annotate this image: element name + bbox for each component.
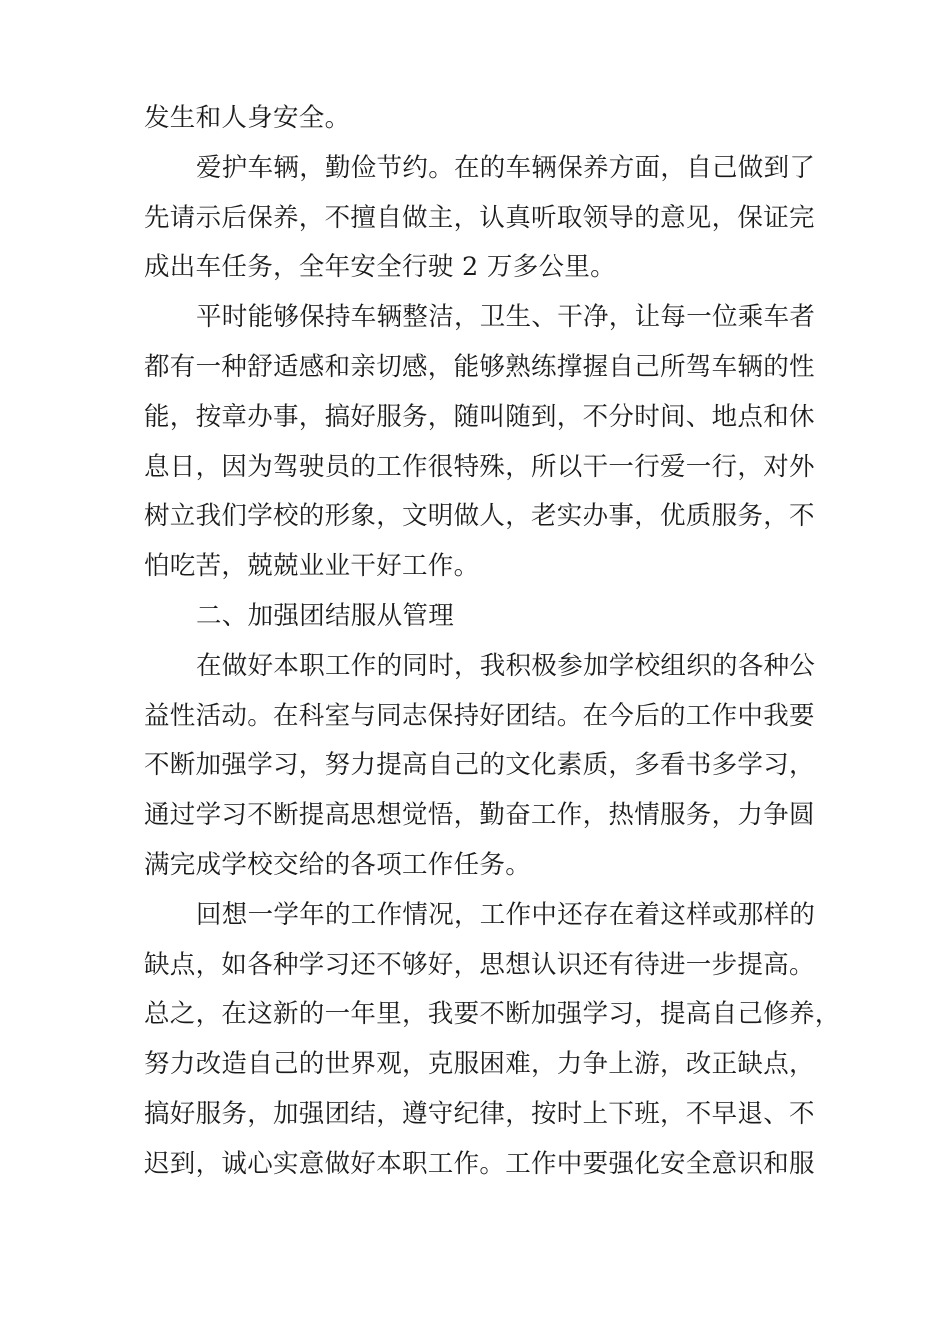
text-line: 成出车任务，全年安全行驶 2 万多公里。 xyxy=(144,252,616,283)
section-heading xyxy=(144,592,809,642)
text-line: 总之，在这新的一年里，我要不断加强学习，提高自己修养， xyxy=(144,999,841,1030)
text-line: 在做好本职工作的同时，我积极参加学校组织的各种公 xyxy=(196,650,816,681)
text-line: 先请示后保养，不擅自做主，认真听取领导的意见，保证完 xyxy=(144,202,815,233)
paragraph-3 xyxy=(144,293,816,592)
text-line: 二、加强团结服从管理 xyxy=(196,600,455,631)
text-line: 树立我们学校的形象，文明做人，老实办事，优质服务，不 xyxy=(144,501,815,532)
document-body xyxy=(144,94,841,1190)
text-line: 不断加强学习，努力提高自己的文化素质，多看书多学习， xyxy=(144,750,815,781)
paragraph-5 xyxy=(144,642,816,891)
text-line: 回想一学年的工作情况，工作中还存在着这样或那样的 xyxy=(196,899,816,930)
text-line: 息日，因为驾驶员的工作很特殊，所以干一行爱一行，对外 xyxy=(144,451,815,482)
text-line: 怕吃苦，兢兢业业干好工作。 xyxy=(144,551,480,582)
text-line: 平时能够保持车辆整洁，卫生、干净，让每一位乘车者 xyxy=(196,302,816,333)
text-line: 发生和人身安全。 xyxy=(144,103,351,133)
text-line: 努力改造自己的世界观，克服困难，力争上游，改正缺点， xyxy=(144,1049,815,1080)
text-line: 都有一种舒适感和亲切感，能够熟练撑握自己所驾车辆的性 xyxy=(144,351,815,382)
text-line: 缺点，如各种学习还不够好，思想认识还有待进一步提高。 xyxy=(144,949,815,980)
text-line: 满完成学校交给的各项工作任务。 xyxy=(144,849,532,880)
text-line: 能，按章办事，搞好服务，随叫随到，不分时间、地点和休 xyxy=(144,401,815,432)
text-line: 迟到，诚心实意做好本职工作。工作中要强化安全意识和服 xyxy=(144,1148,815,1179)
paragraph-2 xyxy=(144,144,816,293)
text-line: 益性活动。在科室与同志保持好团结。在今后的工作中我要 xyxy=(144,700,815,731)
paragraph-6 xyxy=(144,891,841,1190)
text-line: 爱护车辆，勤俭节约。在的车辆保养方面，自己做到了 xyxy=(196,152,816,183)
text-line: 搞好服务，加强团结，遵守纪律，按时上下班，不早退、不 xyxy=(144,1098,815,1129)
text-line: 通过学习不断提高思想觉悟，勤奋工作，热情服务，力争圆 xyxy=(144,800,815,831)
paragraph-1 xyxy=(144,94,809,144)
